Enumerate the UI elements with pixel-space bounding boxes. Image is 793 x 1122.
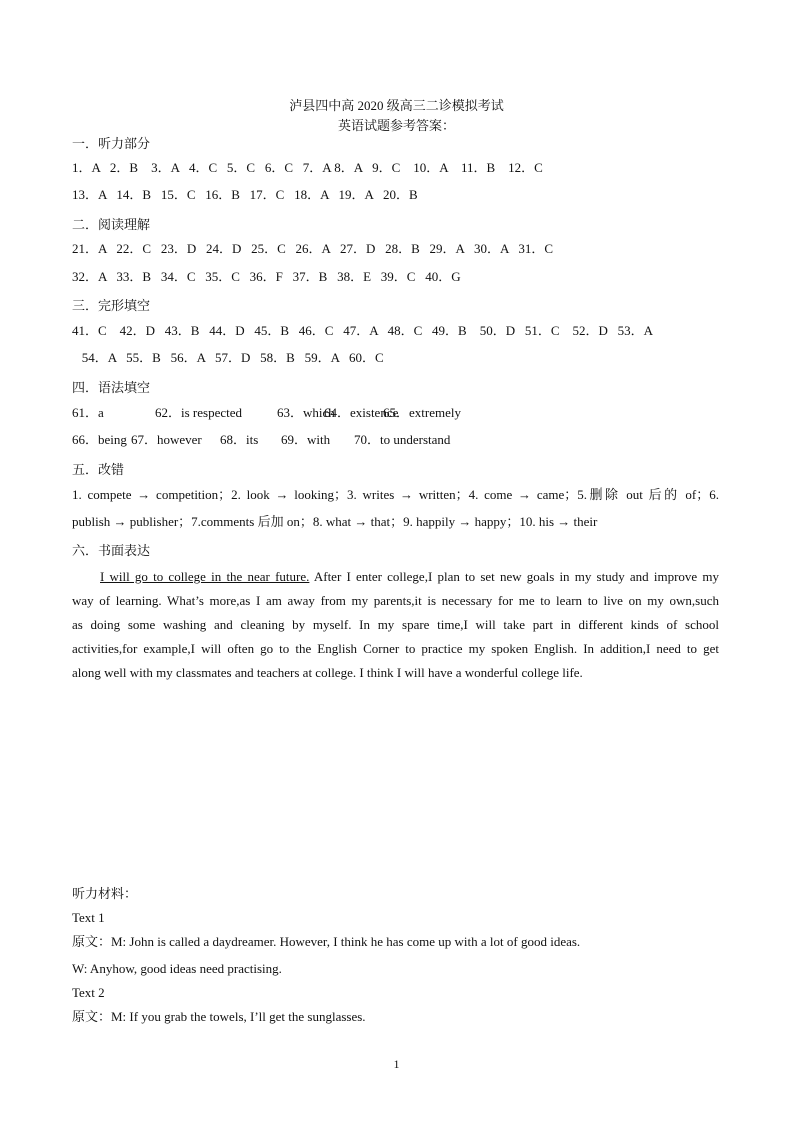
answer-row: 32．A 33．B 34．C 35．C 36．F 37．B 38．E 39．C 40．G	[72, 269, 461, 284]
essay-topic-sentence: I will go to college in the near future.	[100, 569, 310, 584]
answer-row: 1．A 2．B 3．A 4．C 5．C 6．C 7．A 8．A 9．C 10．A 11．B 12．C	[72, 160, 543, 175]
correction-line: publish → publisher；7.comments 后加 on；8. what → that；9. happily → happy；10. his → their	[72, 514, 598, 529]
grammar-answer: 69．with	[281, 432, 331, 447]
section-heading-cloze: 三．完形填空	[72, 298, 151, 313]
grammar-answer: 68．its	[220, 432, 259, 447]
answer-row: 54．A 55．B 56．A 57．D 58．B 59．A 60．C	[72, 350, 384, 365]
transcript-line: 原文：M: John is called a daydreamer. However, I think he has come up with a lot of good ideas.	[72, 934, 581, 949]
transcript-line: W: Anyhow, good ideas need practising.	[72, 961, 282, 976]
grammar-answer: 61．a	[72, 405, 104, 420]
section-heading-grammar: 四．语法填空	[72, 380, 151, 395]
grammar-answer: 63．which	[277, 405, 335, 420]
essay-line: along well with my classmates and teachers at college. I think I will have a wonderful college life.	[72, 665, 583, 680]
transcript-line: 原文：M: If you grab the towels, I’ll get the sunglasses.	[72, 1009, 366, 1024]
answer-row: 13．A 14．B 15．C 16．B 17．C 18．A 19．A 20．B	[72, 187, 418, 202]
correction-line: 1. compete → competition；2. look → looking；3. writes → written；4. come → came；5.删除 out 后的 of；6.	[72, 487, 719, 502]
essay-line: way of learning. What’s more,as I am away from my parents,it is necessary for me to learn to live on my own,such	[72, 593, 719, 608]
grammar-answer: 64．existence	[324, 405, 399, 420]
page-number: 1	[393, 1057, 400, 1071]
section-heading-reading: 二．阅读理解	[72, 217, 151, 232]
grammar-answer: 66．being	[72, 432, 127, 447]
transcript-heading: 听力材料：	[72, 886, 138, 901]
grammar-answer: 70．to understand	[354, 432, 451, 447]
doc-title: 泸县四中高 2020 级高三二诊模拟考试	[289, 98, 504, 113]
essay-line: activities,for example,I will often go to the English Corner to practice my spoken English. In addition,I need to get	[72, 641, 719, 656]
grammar-answer: 65．extremely	[383, 405, 461, 420]
answer-row: 41．C 42．D 43．B 44．D 45．B 46．C 47．A 48．C 49．B 50．D 51．C 52．D 53．A	[72, 323, 654, 338]
section-heading-writing: 六．书面表达	[72, 543, 151, 558]
section-heading-listening: 一．听力部分	[72, 136, 151, 151]
essay-line: as doing some washing and cleaning by myself. In my spare time,I will take part in different kinds of school	[72, 617, 719, 632]
essay-line-rest: After I enter college,I plan to set new goals in my study and improve my	[309, 569, 719, 584]
answer-row: 21．A 22．C 23．D 24．D 25．C 26．A 27．D 28．B 29．A 30．A 31．C	[72, 241, 554, 256]
doc-subtitle: 英语试题参考答案：	[337, 118, 455, 133]
transcript-line: Text 1	[72, 910, 105, 925]
grammar-answer: 62．is respected	[155, 405, 243, 420]
essay-line	[100, 568, 719, 585]
transcript-line: Text 2	[72, 985, 105, 1000]
grammar-answer: 67．however	[131, 432, 202, 447]
section-heading-correction: 五．改错	[72, 462, 125, 477]
